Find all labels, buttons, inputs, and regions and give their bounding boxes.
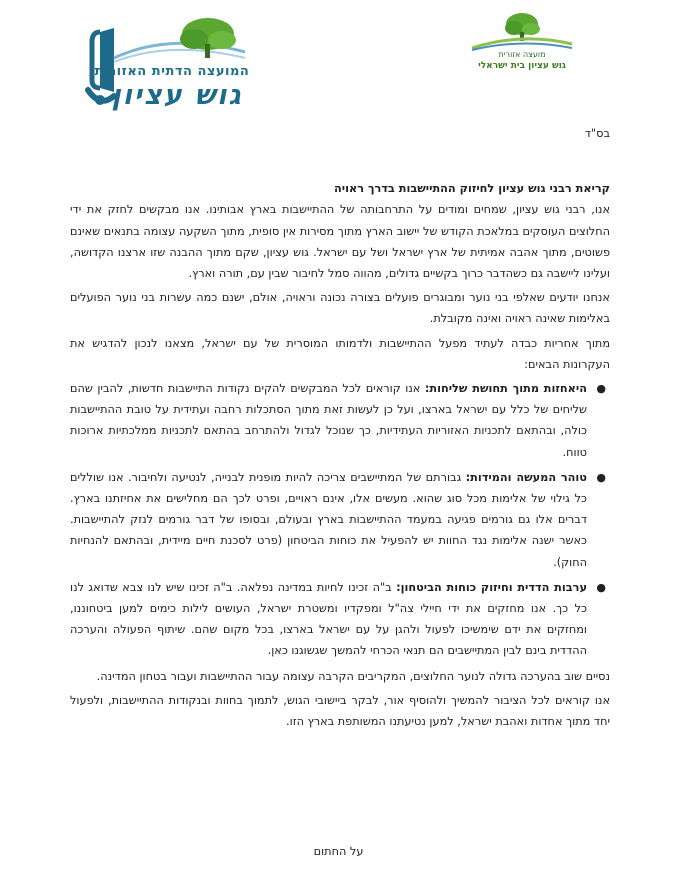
bullet-icon: ● xyxy=(596,470,606,484)
principle-text: גבורתם של המתיישבים צריכה להיות מופנית לבנייה, לנטיעה ולחיבור. אנו שוללים כל גילוי של אלימות מכל סוג שהוא. מעשים אלו, אינם ראויים, ופרט לכך הם מחלישים את אחיזתנו בארץ. דברים אלו גם גורמים פגיעה במעמד ההתיישבות בארץ ובעולם, ובסופו של דבר גורמים לנזק להתיישבות. כאשר ישנה אלימות נגד החוות יש להפעיל את כוחות הביטחון (פרט לסכנת חיים מיידית, ובהתאם להנחיות החוק). xyxy=(70,470,587,569)
letter-body xyxy=(70,123,610,735)
bullet-icon: ● xyxy=(596,382,606,396)
call-to-action-paragraph: אנו קוראים לכל הציבור להמשיך ולהוסיף אור, לבקר ביישובי הגוש, לתמוך בחוות ובנקודות ההתיישבות, ולפעול יחד מתוך אחדות ואהבת ישראל, למען נטיעתנו המשותפת בארץ הזו. xyxy=(70,693,610,729)
intro-paragraph: אנו, רבני גוש עציון, שמחים ומודים על התרחבותה של ההתיישבות בארץ אבותינו. אנו מבקשים לחזק את ידי החלוצים העוסקים במלאכת הקודש של יישוב הארץ מתוך מסירות אין סופית, מתוך השקעה עצומה בתנאים שאינם פשוטים, מתוך אהבה אמיתית של ארץ ישראל ושל עם ישראל. גוש עציון, שקם מתוך ההבנה שזו ארצנו הקדושה, ועלינו ליישבה גם כשהדבר כרוך בקשיים גדולים, מהווה סמל לחיבור שבין עם, תורה וארץ. xyxy=(70,203,610,281)
signatures-label: על החתום xyxy=(313,845,364,858)
regional-council-label: מועצה אזורית xyxy=(498,50,546,59)
principle-item xyxy=(70,378,606,463)
principles-list xyxy=(70,378,610,662)
religious-council-name: המועצה הדתית האזורית xyxy=(94,64,250,79)
principle-item xyxy=(70,467,606,573)
principle-item xyxy=(70,577,606,662)
bullet-icon: ● xyxy=(596,580,606,594)
bsd-mark: בס"ד xyxy=(584,127,610,140)
religious-council-logo xyxy=(70,12,250,110)
letter-title: קריאת רבני גוש עציון לחיזוק ההתיישבות בדרך ראויה xyxy=(334,182,610,196)
gush-etzion-logotype: גוש עציון xyxy=(111,80,243,111)
principle-heading: טוהר המעשה והמידות: xyxy=(465,470,587,484)
principle-text: אנו קוראים לכל המבקשים להקים נקודות התיישבות חדשות, להבין שהם שליחים של כלל עם ישראל בארצו, ועל כן לעשות זאת מתוך הסתכלות רחבה ועתידית על טובת ההתיישבות כולה, ובהתאם לתכניות האזוריות העתידיות, כך שנוכל לגדול ולהתרחב בהתאם לתכניות ממלכתיות ארוכות טווח. xyxy=(70,382,587,459)
principles-intro-paragraph: מתוך אחריות כבדה לעתיד מפעל ההתיישבות ולדמותו המוסרית של עם ישראל, מצאנו לנכון להדגיש את העקרונות הבאים: xyxy=(70,336,610,371)
principle-heading: היאחזות מתוך תחושת שליחות: xyxy=(424,382,587,396)
regional-council-emblem-icon xyxy=(466,10,578,52)
regional-council-name: גוש עציון בית ישראלי xyxy=(478,61,566,71)
principle-text: ב"ה זכינו לחיות במדינה נפלאה. ב"ה זכינו שיש לנו צבא שדואג לנו כל כך. אנו מחזקים את ידי חיילי צה"ל ומפקדיו ומשטרת ישראל, העושים לילות כימים למען ביטחוננו, ומחזקים את ידם שימשיכו לפעול ולהגן על עם ישראל בארצו, בכל מקום שהם. שיתוף הפעולה והערכה ההדדית בינם לבין המתיישבים הם תנאי הכרחי להמשך שגשוגנו כאן. xyxy=(70,580,587,658)
principle-heading: ערבות הדדית וחיזוק כוחות הביטחון: xyxy=(396,580,587,594)
closing-paragraph: נסיים שוב בהערכה גדולה לנוער החלוצים, המקריבים הקרבה עצומה עבור ההתיישבות ועבור בטחון המדינה. xyxy=(96,669,610,683)
youth-paragraph: אנחנו יודעים שאלפי בני נוער ומבוגרים פועלים בצורה נכונה וראויה, אולם, ישנם כמה עשרות בני נוער הפועלים באלימות שאינה ראויה ואינה מקובלת. xyxy=(70,291,610,326)
regional-council-logo xyxy=(466,10,578,72)
